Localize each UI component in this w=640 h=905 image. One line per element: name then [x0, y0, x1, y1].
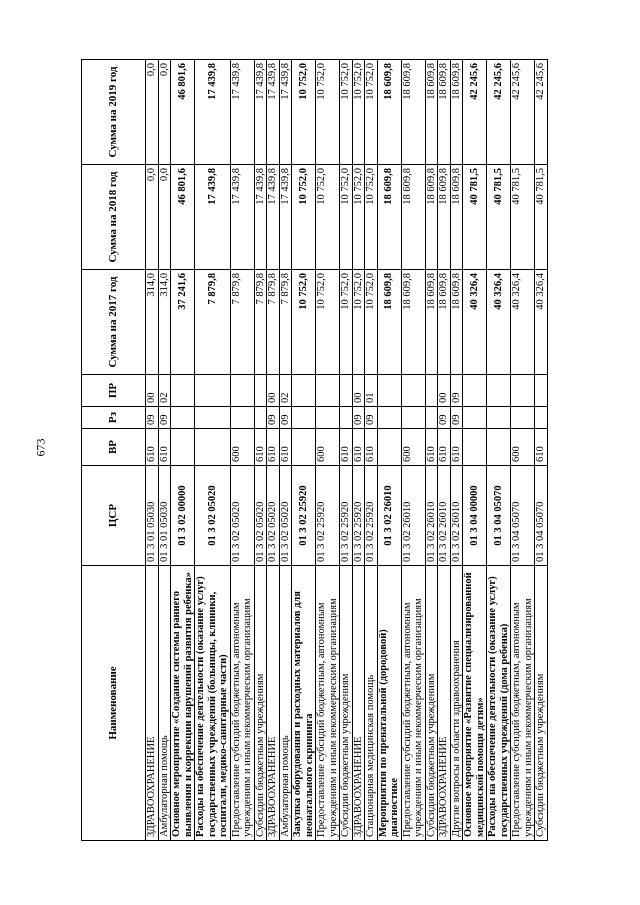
- row-csr: 01 3 02 05020: [230, 466, 254, 566]
- row-csr: 01 3 02 05020: [254, 466, 267, 566]
- table-row: [158, 60, 171, 841]
- row-csr: 01 3 02 25920: [316, 466, 340, 566]
- table-row: [463, 60, 487, 841]
- row-sum-2017: 7 879,8: [230, 270, 254, 375]
- row-vr: 610: [267, 429, 280, 466]
- row-pr: [487, 375, 511, 407]
- row-pr: [511, 375, 535, 407]
- row-name: Субсидии бюджетным учреждениям: [425, 566, 438, 841]
- row-sum-2018: 18 609,8: [377, 165, 401, 270]
- row-rz: [377, 407, 401, 429]
- row-vr: 610: [352, 429, 365, 466]
- row-sum-2018: 18 609,8: [450, 165, 463, 270]
- header-name: Наименование: [82, 566, 146, 841]
- row-name: Субсидии бюджетным учреждениям: [535, 566, 548, 841]
- row-sum-2019: 17 439,8: [230, 60, 254, 165]
- row-csr: 01 3 02 26010: [425, 466, 438, 566]
- row-sum-2017: 7 879,8: [254, 270, 267, 375]
- row-sum-2017: 7 879,8: [267, 270, 280, 375]
- row-pr: [316, 375, 340, 407]
- row-name: Закупка оборудования и расходных материалов для неонатального скрининга: [292, 566, 316, 841]
- row-sum-2018: 18 609,8: [401, 165, 425, 270]
- row-vr: 610: [450, 429, 463, 466]
- row-pr: [401, 375, 425, 407]
- row-sum-2018: 17 439,8: [254, 165, 267, 270]
- row-sum-2018: 40 781,5: [463, 165, 487, 270]
- page-number: 673: [33, 438, 48, 457]
- table-row: [146, 60, 159, 841]
- row-sum-2018: 17 439,8: [267, 165, 280, 270]
- row-name: Амбулаторная помощь: [279, 566, 292, 841]
- row-sum-2018: 40 781,5: [487, 165, 511, 270]
- row-csr: 01 3 04 05070: [535, 466, 548, 566]
- row-sum-2018: 10 752,0: [316, 165, 340, 270]
- row-rz: [535, 407, 548, 429]
- row-sum-2019: 42 245,6: [535, 60, 548, 165]
- row-pr: 00: [352, 375, 365, 407]
- row-pr: 02: [158, 375, 171, 407]
- row-vr: 600: [316, 429, 340, 466]
- row-sum-2019: 18 609,8: [377, 60, 401, 165]
- row-name: Расходы на обеспечение деятельности (оказание услуг) государственных учреждений (больницы, клиники, госпитали, медико-санитарные части): [195, 566, 231, 841]
- row-sum-2017: 18 609,8: [438, 270, 451, 375]
- row-csr: 01 3 02 00000: [171, 466, 195, 566]
- row-pr: [425, 375, 438, 407]
- row-rz: [254, 407, 267, 429]
- row-name: Стационарная медицинская помощь: [365, 566, 378, 841]
- row-csr: 01 3 02 26010: [438, 466, 451, 566]
- row-name: Мероприятия по пренатальной (дородовой) диагностике: [377, 566, 401, 841]
- table-row: [535, 60, 548, 841]
- row-sum-2018: 10 752,0: [365, 165, 378, 270]
- row-rz: [195, 407, 231, 429]
- row-sum-2019: 0,0: [158, 60, 171, 165]
- row-sum-2017: 40 326,4: [511, 270, 535, 375]
- row-rz: 09: [365, 407, 378, 429]
- row-pr: [377, 375, 401, 407]
- row-sum-2019: 17 439,8: [279, 60, 292, 165]
- row-sum-2018: 17 439,8: [279, 165, 292, 270]
- row-csr: 01 3 02 25920: [352, 466, 365, 566]
- table-row: [438, 60, 451, 841]
- row-sum-2018: 0,0: [158, 165, 171, 270]
- table-row: [267, 60, 280, 841]
- row-sum-2017: 18 609,8: [425, 270, 438, 375]
- row-sum-2018: 10 752,0: [292, 165, 316, 270]
- row-name: Основное мероприятие «Развитие специализированной медицинской помощи детям»: [463, 566, 487, 841]
- row-sum-2017: 40 326,4: [487, 270, 511, 375]
- row-rz: 09: [438, 407, 451, 429]
- row-sum-2018: 40 781,5: [511, 165, 535, 270]
- row-csr: 01 3 02 26010: [450, 466, 463, 566]
- row-pr: [195, 375, 231, 407]
- table-row: [401, 60, 425, 841]
- row-sum-2018: 18 609,8: [425, 165, 438, 270]
- row-sum-2019: 42 245,6: [487, 60, 511, 165]
- row-name: Другие вопросы в области здравоохранения: [450, 566, 463, 841]
- row-pr: [254, 375, 267, 407]
- row-rz: [171, 407, 195, 429]
- row-csr: 01 3 02 25920: [365, 466, 378, 566]
- row-csr: 01 3 02 26010: [401, 466, 425, 566]
- row-sum-2018: 18 609,8: [438, 165, 451, 270]
- row-sum-2018: 40 781,5: [535, 165, 548, 270]
- row-name: Предоставление субсидий бюджетным, автономным учреждениям и иным некоммерческим организациям: [511, 566, 535, 841]
- row-csr: 01 3 04 00000: [463, 466, 487, 566]
- table-row: [377, 60, 401, 841]
- row-vr: 610: [535, 429, 548, 466]
- row-vr: 600: [511, 429, 535, 466]
- table-header-row: [82, 60, 146, 841]
- row-name: Предоставление субсидий бюджетным, автономным учреждениям и иным некоммерческим организациям: [401, 566, 425, 841]
- row-rz: 09: [158, 407, 171, 429]
- row-name: Предоставление субсидий бюджетным, автономным учреждениям и иным некоммерческим организациям: [230, 566, 254, 841]
- row-vr: 610: [254, 429, 267, 466]
- row-sum-2017: 314,0: [158, 270, 171, 375]
- table-row: [511, 60, 535, 841]
- row-csr: 01 3 02 26010: [377, 466, 401, 566]
- table-row: [450, 60, 463, 841]
- row-vr: 610: [146, 429, 159, 466]
- row-sum-2017: 10 752,0: [365, 270, 378, 375]
- row-vr: 610: [340, 429, 353, 466]
- row-name: Субсидии бюджетным учреждениям: [254, 566, 267, 841]
- row-csr: 01 3 02 05020: [267, 466, 280, 566]
- row-sum-2018: 10 752,0: [352, 165, 365, 270]
- table-row: [487, 60, 511, 841]
- row-csr: 01 3 04 05070: [487, 466, 511, 566]
- row-sum-2017: 18 609,8: [377, 270, 401, 375]
- row-pr: [230, 375, 254, 407]
- row-sum-2017: 10 752,0: [292, 270, 316, 375]
- row-rz: 09: [450, 407, 463, 429]
- row-sum-2019: 17 439,8: [195, 60, 231, 165]
- row-csr: 01 3 01 05030: [146, 466, 159, 566]
- row-rz: 09: [146, 407, 159, 429]
- header-csr: ЦСР: [82, 466, 146, 566]
- row-name: Основное мероприятие «Создание системы раннего выявления и коррекции нарушений развития ребенка»: [171, 566, 195, 841]
- row-vr: 600: [230, 429, 254, 466]
- row-vr: 610: [438, 429, 451, 466]
- row-sum-2019: 10 752,0: [316, 60, 340, 165]
- table-row: [340, 60, 353, 841]
- row-pr: 00: [146, 375, 159, 407]
- row-pr: 02: [279, 375, 292, 407]
- table-row: [195, 60, 231, 841]
- row-sum-2019: 0,0: [146, 60, 159, 165]
- row-sum-2018: 46 801,6: [171, 165, 195, 270]
- row-vr: 610: [279, 429, 292, 466]
- table-row: [352, 60, 365, 841]
- row-sum-2019: 17 439,8: [254, 60, 267, 165]
- row-sum-2018: 17 439,8: [230, 165, 254, 270]
- table-row: [254, 60, 267, 841]
- header-vr: ВР: [82, 429, 146, 466]
- row-sum-2017: 40 326,4: [463, 270, 487, 375]
- row-sum-2019: 18 609,8: [401, 60, 425, 165]
- row-name: ЗДРАВООХРАНЕНИЕ: [146, 566, 159, 841]
- table-row: [365, 60, 378, 841]
- row-sum-2017: 10 752,0: [340, 270, 353, 375]
- row-vr: [292, 429, 316, 466]
- row-pr: 00: [438, 375, 451, 407]
- row-sum-2019: 10 752,0: [340, 60, 353, 165]
- row-name: Субсидии бюджетным учреждениям: [340, 566, 353, 841]
- row-pr: [171, 375, 195, 407]
- row-rz: 09: [279, 407, 292, 429]
- row-pr: [463, 375, 487, 407]
- row-pr: 01: [365, 375, 378, 407]
- row-sum-2019: 42 245,6: [511, 60, 535, 165]
- row-sum-2019: 18 609,8: [425, 60, 438, 165]
- header-2019: Сумма на 2019 год: [82, 60, 146, 165]
- row-sum-2019: 46 801,6: [171, 60, 195, 165]
- row-rz: [463, 407, 487, 429]
- row-csr: 01 3 02 05020: [195, 466, 231, 566]
- row-pr: 09: [450, 375, 463, 407]
- row-csr: 01 3 01 05030: [158, 466, 171, 566]
- row-vr: [377, 429, 401, 466]
- row-rz: [425, 407, 438, 429]
- row-sum-2019: 18 609,8: [438, 60, 451, 165]
- table-row: [292, 60, 316, 841]
- row-vr: 610: [425, 429, 438, 466]
- row-sum-2019: 10 752,0: [292, 60, 316, 165]
- row-rz: [292, 407, 316, 429]
- row-vr: [171, 429, 195, 466]
- row-name: Предоставление субсидий бюджетным, автономным учреждениям и иным некоммерческим организациям: [316, 566, 340, 841]
- row-sum-2017: 18 609,8: [401, 270, 425, 375]
- table-row: [425, 60, 438, 841]
- row-csr: 01 3 02 25920: [340, 466, 353, 566]
- row-sum-2018: 10 752,0: [340, 165, 353, 270]
- row-sum-2018: 17 439,8: [195, 165, 231, 270]
- row-sum-2018: 0,0: [146, 165, 159, 270]
- table-row: [230, 60, 254, 841]
- row-name: ЗДРАВООХРАНЕНИЕ: [438, 566, 451, 841]
- row-pr: 00: [267, 375, 280, 407]
- row-vr: [487, 429, 511, 466]
- row-rz: [316, 407, 340, 429]
- row-rz: [230, 407, 254, 429]
- budget-table-container: [81, 60, 582, 841]
- row-rz: [340, 407, 353, 429]
- row-sum-2017: 314,0: [146, 270, 159, 375]
- row-name: Расходы на обеспечение деятельности (оказание услуг) государственных учреждений (дома ребенка): [487, 566, 511, 841]
- row-vr: [463, 429, 487, 466]
- row-sum-2019: 10 752,0: [352, 60, 365, 165]
- row-name: ЗДРАВООХРАНЕНИЕ: [352, 566, 365, 841]
- row-sum-2017: 10 752,0: [352, 270, 365, 375]
- row-vr: 600: [401, 429, 425, 466]
- row-vr: 610: [158, 429, 171, 466]
- header-rz: Рз: [82, 407, 146, 429]
- budget-table: [81, 59, 548, 841]
- row-sum-2019: 42 245,6: [463, 60, 487, 165]
- row-rz: [401, 407, 425, 429]
- row-sum-2017: 7 879,8: [279, 270, 292, 375]
- row-sum-2019: 10 752,0: [365, 60, 378, 165]
- row-name: ЗДРАВООХРАНЕНИЕ: [267, 566, 280, 841]
- header-2017: Сумма на 2017 год: [82, 270, 146, 375]
- row-rz: 09: [267, 407, 280, 429]
- row-csr: 01 3 04 05070: [511, 466, 535, 566]
- row-sum-2017: 40 326,4: [535, 270, 548, 375]
- row-vr: [195, 429, 231, 466]
- row-sum-2019: 17 439,8: [267, 60, 280, 165]
- table-row: [316, 60, 340, 841]
- row-rz: [511, 407, 535, 429]
- row-rz: 09: [352, 407, 365, 429]
- header-pr: ПР: [82, 375, 146, 407]
- row-name: Амбулаторная помощь: [158, 566, 171, 841]
- row-sum-2019: 18 609,8: [450, 60, 463, 165]
- row-sum-2017: 10 752,0: [316, 270, 340, 375]
- row-sum-2017: 37 241,6: [171, 270, 195, 375]
- row-sum-2017: 7 879,8: [195, 270, 231, 375]
- row-pr: [292, 375, 316, 407]
- row-csr: 01 3 02 25920: [292, 466, 316, 566]
- row-sum-2017: 18 609,8: [450, 270, 463, 375]
- row-csr: 01 3 02 05020: [279, 466, 292, 566]
- row-pr: [340, 375, 353, 407]
- row-vr: 610: [365, 429, 378, 466]
- header-2018: Сумма на 2018 год: [82, 165, 146, 270]
- table-row: [171, 60, 195, 841]
- table-row: [279, 60, 292, 841]
- row-rz: [487, 407, 511, 429]
- row-pr: [535, 375, 548, 407]
